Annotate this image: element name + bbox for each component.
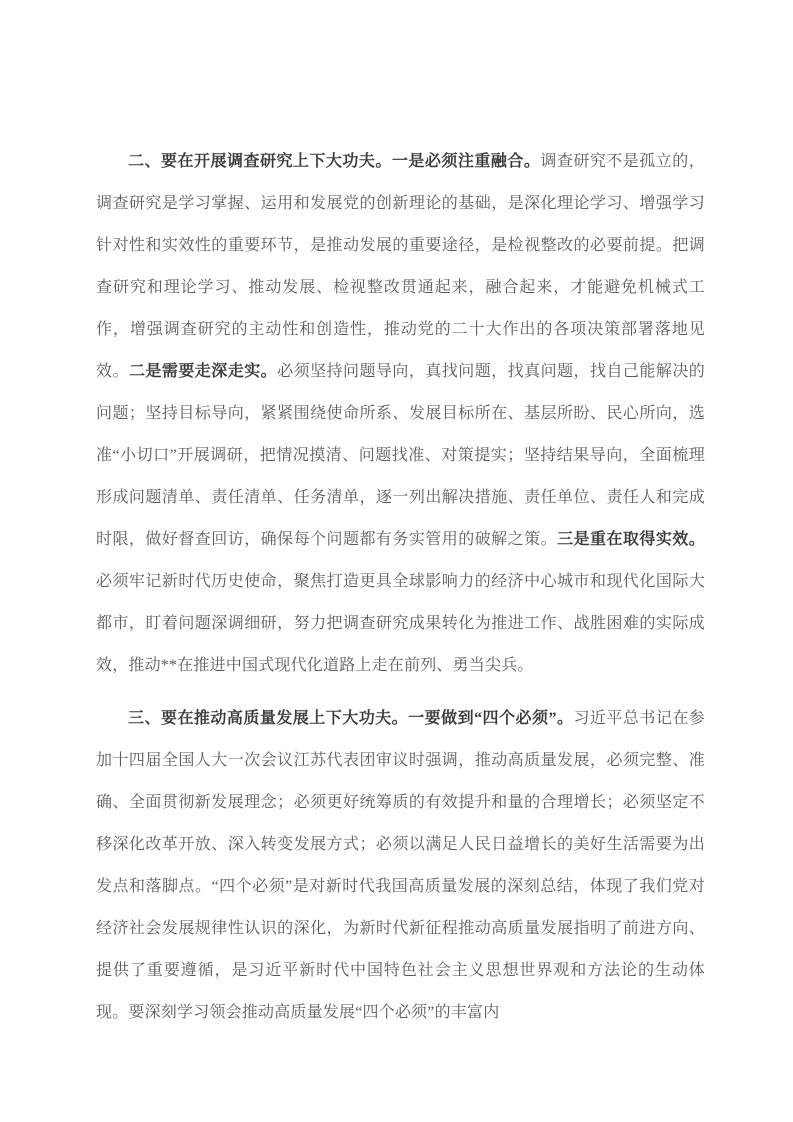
text-run: 必须牢记新时代历史使命，聚焦打造更具全球影响力的经济中心城市和现代化国际大都市，盯着问题深调细研，努力把调查研究成果转化为推进工作、战胜困难的实际成效，推动**在推进中国式现代化道路上走在前列、勇当尖兵。 <box>96 573 705 674</box>
text-run-bold: 二是需要走深走实。 <box>128 363 278 380</box>
text-run: 调查研究不是孤立的，调查研究是学习掌握、运用和发展党的创新理论的基础，是深化理论学习、增强学习针对性和实效性的重要环节，是推动发展的重要途径，是检视整改的必要前提。把调查研究和理论学习、推动发展、检视整改贯通起来，融合起来，才能避免机械式工作，增强调查研究的主动性和创造性，推动党的二十大作出的各项决策部署落地见效。 <box>96 153 705 380</box>
text-run-bold: 二、要在开展调查研究上下大功夫。一是必须注重融合。 <box>128 153 541 170</box>
paragraph-2 <box>96 698 705 1034</box>
text-run-bold: 三、要在推动高质量发展上下大功夫。一要做到“四个必须”。 <box>128 710 574 727</box>
document-content <box>96 141 705 1034</box>
text-run: 必须坚持问题导向，真找问题，找真问题，找自己能解决的问题；坚持目标导向，紧紧围绕使命所系、发展目标所在、基层所盼、民心所向，选准“小切口”开展调研，把情况摸清、问题找准、对策提实；坚持结果导向，全面梳理形成问题清单、责任清单、任务清单，逐一列出解决措施、责任单位、责任人和完成时限，做好督查回访，确保每个问题都有务实管用的破解之策。 <box>96 363 705 548</box>
paragraph-1 <box>96 141 705 687</box>
text-run: 习近平总书记在参加十四届全国人大一次会议江苏代表团审议时强调，推动高质量发展，必须完整、准确、全面贯彻新发展理念；必须更好统筹质的有效提升和量的合理增长；必须坚定不移深化改革开放、深入转变发展方式；必须以满足人民日益增长的美好生活需要为出发点和落脚点。“四个必须”是对新时代我国高质量发展的深刻总结，体现了我们党对经济社会发展规律性认识的深化，为新时代新征程推动高质量发展指明了前进方向、提供了重要遵循，是习近平新时代中国特色社会主义思想世界观和方法论的生动体现。要深刻学习领会推动高质量发展“四个必须”的丰富内 <box>96 710 705 1021</box>
text-run-bold: 三是重在取得实效。 <box>557 531 705 548</box>
